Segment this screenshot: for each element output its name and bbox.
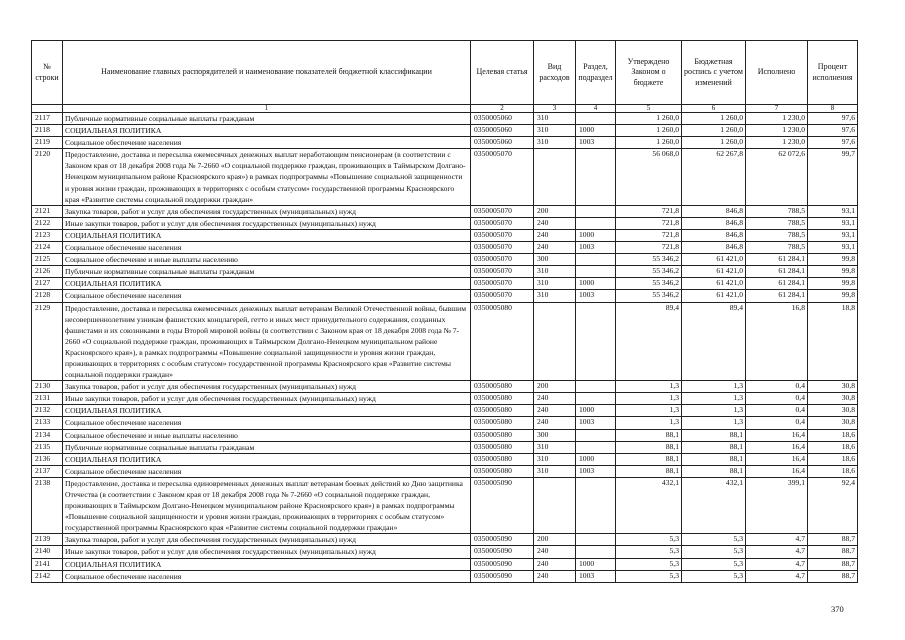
table-row: [32, 381, 858, 393]
budget-list-amount-cell: 61 421,0: [682, 278, 746, 290]
indicator-name-cell: Социальное обеспечение населения: [63, 465, 471, 477]
approved-amount-cell: 721,8: [616, 205, 682, 217]
executed-amount-cell: 1 230,0: [746, 125, 808, 137]
target-article-cell: 0350005090: [471, 477, 534, 533]
execution-percent-cell: 30,8: [808, 393, 858, 405]
row-number-cell: 2123: [32, 229, 63, 241]
indicator-name-cell: Публичные нормативные социальные выплаты гражданам: [63, 266, 471, 278]
expense-type-cell: 240: [534, 217, 576, 229]
executed-amount-cell: 788,5: [746, 217, 808, 229]
indicator-name-cell: Закупка товаров, работ и услуг для обеспечения государственных (муниципальных) нужд: [63, 381, 471, 393]
section-cell: 1003: [576, 417, 616, 429]
execution-percent-cell: 99,8: [808, 290, 858, 302]
row-number-cell: 2132: [32, 405, 63, 417]
section-cell: [576, 393, 616, 405]
execution-percent-cell: 88,7: [808, 570, 858, 582]
table-row: [32, 393, 858, 405]
indicator-name-cell: Закупка товаров, работ и услуг для обеспечения государственных (муниципальных) нужд: [63, 534, 471, 546]
column-number: 4: [576, 105, 616, 113]
approved-amount-cell: 55 346,2: [616, 254, 682, 266]
indicator-name-cell: Публичные нормативные социальные выплаты гражданам: [63, 113, 471, 125]
table-row: [32, 477, 858, 533]
section-cell: 1000: [576, 125, 616, 137]
target-article-cell: 0350005080: [471, 302, 534, 381]
expense-type-cell: 310: [534, 465, 576, 477]
table-row: [32, 570, 858, 582]
row-number-cell: 2127: [32, 278, 63, 290]
budget-list-amount-cell: 5,3: [682, 534, 746, 546]
target-article-cell: 0350005060: [471, 137, 534, 149]
target-article-cell: 0350005070: [471, 217, 534, 229]
section-cell: 1003: [576, 465, 616, 477]
row-number-cell: 2139: [32, 534, 63, 546]
section-cell: 1000: [576, 558, 616, 570]
execution-percent-cell: 93,1: [808, 242, 858, 254]
executed-amount-cell: 788,5: [746, 205, 808, 217]
row-number-cell: 2133: [32, 417, 63, 429]
table-row: [32, 137, 858, 149]
approved-amount-cell: 56 068,0: [616, 149, 682, 205]
target-article-cell: 0350005070: [471, 149, 534, 205]
budget-list-amount-cell: 846,8: [682, 242, 746, 254]
target-article-cell: 0350005090: [471, 546, 534, 558]
approved-amount-cell: 88,1: [616, 465, 682, 477]
table-row: [32, 441, 858, 453]
table-body: [32, 113, 858, 583]
indicator-name-cell: Социальное обеспечение и иные выплаты населению: [63, 254, 471, 266]
section-cell: [576, 441, 616, 453]
executed-amount-cell: 16,4: [746, 429, 808, 441]
indicator-name-cell: СОЦИАЛЬНАЯ ПОЛИТИКА: [63, 229, 471, 241]
target-article-cell: 0350005090: [471, 534, 534, 546]
approved-amount-cell: 721,8: [616, 217, 682, 229]
target-article-cell: 0350005080: [471, 417, 534, 429]
expense-type-cell: 240: [534, 558, 576, 570]
execution-percent-cell: 88,7: [808, 546, 858, 558]
executed-amount-cell: 4,7: [746, 558, 808, 570]
header-executed: Исполнено: [746, 41, 808, 105]
approved-amount-cell: 55 346,2: [616, 278, 682, 290]
executed-amount-cell: 4,7: [746, 534, 808, 546]
budget-list-amount-cell: 62 267,8: [682, 149, 746, 205]
execution-percent-cell: 99,7: [808, 149, 858, 205]
budget-list-amount-cell: 5,3: [682, 558, 746, 570]
indicator-name-cell: Предоставление, доставка и пересылка ежемесячных денежных выплат неработающим пенсионерам (в соответствии с Законом края от 18 декабря 2008 года № 7-2660 «О социальной поддержке граждан, проживающих в Таймырском Долгано-Ненецком муниципальном районе Красноярского края») в рамках подпрограммы «Повышение социальной защищенности и уровня жизни граждан, проживающих в территориях с особым статусом» государственной программы Красноярского края «Развитие системы социальной поддержки граждан»: [63, 149, 471, 205]
target-article-cell: 0350005080: [471, 465, 534, 477]
budget-list-amount-cell: 1,3: [682, 417, 746, 429]
row-number-cell: 2130: [32, 381, 63, 393]
executed-amount-cell: 16,4: [746, 453, 808, 465]
target-article-cell: 0350005070: [471, 229, 534, 241]
budget-list-amount-cell: 89,4: [682, 302, 746, 381]
section-cell: 1003: [576, 290, 616, 302]
execution-percent-cell: 99,8: [808, 254, 858, 266]
row-number-cell: 2137: [32, 465, 63, 477]
executed-amount-cell: 0,4: [746, 393, 808, 405]
row-number-cell: 2119: [32, 137, 63, 149]
indicator-name-cell: СОЦИАЛЬНАЯ ПОЛИТИКА: [63, 405, 471, 417]
executed-amount-cell: 16,8: [746, 302, 808, 381]
table-row: [32, 290, 858, 302]
execution-percent-cell: 18,6: [808, 441, 858, 453]
budget-list-amount-cell: 432,1: [682, 477, 746, 533]
header-target: Целевая статья: [471, 41, 534, 105]
indicator-name-cell: СОЦИАЛЬНАЯ ПОЛИТИКА: [63, 558, 471, 570]
row-number-cell: 2118: [32, 125, 63, 137]
indicator-name-cell: СОЦИАЛЬНАЯ ПОЛИТИКА: [63, 278, 471, 290]
header-section: Раздел, подраздел: [576, 41, 616, 105]
section-cell: [576, 429, 616, 441]
budget-list-amount-cell: 88,1: [682, 429, 746, 441]
target-article-cell: 0350005080: [471, 381, 534, 393]
execution-percent-cell: 92,4: [808, 477, 858, 533]
expense-type-cell: 300: [534, 254, 576, 266]
indicator-name-cell: Социальное обеспечение населения: [63, 417, 471, 429]
row-number-cell: 2136: [32, 453, 63, 465]
execution-percent-cell: 30,8: [808, 381, 858, 393]
indicator-name-cell: Иные закупки товаров, работ и услуг для обеспечения государственных (муниципальных) нужд: [63, 546, 471, 558]
expense-type-cell: 240: [534, 229, 576, 241]
approved-amount-cell: 55 346,2: [616, 266, 682, 278]
section-cell: 1003: [576, 570, 616, 582]
execution-percent-cell: 18,6: [808, 429, 858, 441]
indicator-name-cell: СОЦИАЛЬНАЯ ПОЛИТИКА: [63, 125, 471, 137]
section-cell: [576, 217, 616, 229]
indicator-name-cell: Публичные нормативные социальные выплаты гражданам: [63, 441, 471, 453]
budget-list-amount-cell: 1 260,0: [682, 137, 746, 149]
target-article-cell: 0350005070: [471, 266, 534, 278]
target-article-cell: 0350005060: [471, 125, 534, 137]
expense-type-cell: 200: [534, 205, 576, 217]
approved-amount-cell: 1 260,0: [616, 113, 682, 125]
approved-amount-cell: 1,3: [616, 381, 682, 393]
section-cell: [576, 254, 616, 266]
execution-percent-cell: 18,8: [808, 302, 858, 381]
row-number-cell: 2135: [32, 441, 63, 453]
expense-type-cell: 300: [534, 429, 576, 441]
expense-type-cell: [534, 149, 576, 205]
row-number-cell: 2124: [32, 242, 63, 254]
section-cell: [576, 205, 616, 217]
table-row: [32, 302, 858, 381]
approved-amount-cell: 1 260,0: [616, 125, 682, 137]
expense-type-cell: 310: [534, 453, 576, 465]
expense-type-cell: 310: [534, 266, 576, 278]
table-row: [32, 453, 858, 465]
approved-amount-cell: 432,1: [616, 477, 682, 533]
approved-amount-cell: 721,8: [616, 229, 682, 241]
executed-amount-cell: 16,4: [746, 465, 808, 477]
execution-percent-cell: 93,1: [808, 217, 858, 229]
target-article-cell: 0350005080: [471, 405, 534, 417]
table-row: [32, 417, 858, 429]
budget-list-amount-cell: 1,3: [682, 381, 746, 393]
approved-amount-cell: 88,1: [616, 429, 682, 441]
column-number-row: [32, 105, 858, 113]
table-row: [32, 278, 858, 290]
budget-list-amount-cell: 1 260,0: [682, 125, 746, 137]
execution-percent-cell: 97,6: [808, 113, 858, 125]
executed-amount-cell: 0,4: [746, 405, 808, 417]
execution-percent-cell: 88,7: [808, 534, 858, 546]
expense-type-cell: 240: [534, 417, 576, 429]
column-number: 2: [471, 105, 534, 113]
indicator-name-cell: Социальное обеспечение и иные выплаты населению: [63, 429, 471, 441]
section-cell: [576, 546, 616, 558]
expense-type-cell: 310: [534, 290, 576, 302]
table-row: [32, 254, 858, 266]
execution-percent-cell: 97,6: [808, 137, 858, 149]
target-article-cell: 0350005080: [471, 429, 534, 441]
budget-table: [31, 40, 858, 583]
executed-amount-cell: 399,1: [746, 477, 808, 533]
table-row: [32, 429, 858, 441]
header-expense-type: Вид расходов: [534, 41, 576, 105]
indicator-name-cell: Социальное обеспечение населения: [63, 570, 471, 582]
budget-report-page: [31, 40, 858, 583]
execution-percent-cell: 30,8: [808, 417, 858, 429]
column-number: 1: [63, 105, 471, 113]
target-article-cell: 0350005070: [471, 254, 534, 266]
section-cell: 1003: [576, 242, 616, 254]
budget-list-amount-cell: 61 421,0: [682, 290, 746, 302]
table-row: [32, 558, 858, 570]
target-article-cell: 0350005060: [471, 113, 534, 125]
row-number-cell: 2117: [32, 113, 63, 125]
expense-type-cell: 310: [534, 137, 576, 149]
column-number: 3: [534, 105, 576, 113]
expense-type-cell: 310: [534, 125, 576, 137]
expense-type-cell: 240: [534, 242, 576, 254]
table-row: [32, 149, 858, 205]
approved-amount-cell: 5,3: [616, 570, 682, 582]
header-budget-list: Бюджетная роспись с учетом изменений: [682, 41, 746, 105]
executed-amount-cell: 4,7: [746, 546, 808, 558]
table-row: [32, 534, 858, 546]
budget-list-amount-cell: 88,1: [682, 441, 746, 453]
table-header-row: [32, 41, 858, 105]
header-name: Наименование главных распорядителей и наименование показателей бюджетной классификации: [63, 41, 471, 105]
section-cell: [576, 477, 616, 533]
table-row: [32, 465, 858, 477]
indicator-name-cell: Иные закупки товаров, работ и услуг для обеспечения государственных (муниципальных) нужд: [63, 393, 471, 405]
expense-type-cell: 240: [534, 570, 576, 582]
target-article-cell: 0350005070: [471, 205, 534, 217]
budget-list-amount-cell: 1,3: [682, 405, 746, 417]
section-cell: [576, 534, 616, 546]
section-cell: [576, 302, 616, 381]
target-article-cell: 0350005070: [471, 290, 534, 302]
table-row: [32, 113, 858, 125]
section-cell: [576, 113, 616, 125]
row-number-cell: 2128: [32, 290, 63, 302]
expense-type-cell: 240: [534, 393, 576, 405]
header-approved: Утверждено Законом о бюджете: [616, 41, 682, 105]
execution-percent-cell: 99,8: [808, 266, 858, 278]
budget-list-amount-cell: 1 260,0: [682, 113, 746, 125]
indicator-name-cell: Предоставление, доставка и пересылка ежемесячных денежных выплат ветеранам Великой Отечественной войны, бывшим несовершеннолетним узникам фашистских концлагерей, гетто и иных мест принудительного содержания, созданных фашистами и их союзниками в годы Второй мировой войны (в соответствии с Законом края от 18 декабря 2008 года № 7-2660 «О социальной поддержке граждан, проживающих в Таймырском Долгано-Ненецком муниципальном районе Красноярского края»), в рамках подпрограммы «Повышение социальной защищенности и уровня жизни граждан, проживающих в территориях с особым статусом» государственной программы Красноярского края «Развитие системы социальной поддержки граждан»: [63, 302, 471, 381]
executed-amount-cell: 61 284,1: [746, 278, 808, 290]
approved-amount-cell: 5,3: [616, 546, 682, 558]
approved-amount-cell: 1,3: [616, 393, 682, 405]
row-number-cell: 2120: [32, 149, 63, 205]
executed-amount-cell: 62 072,6: [746, 149, 808, 205]
executed-amount-cell: 61 284,1: [746, 266, 808, 278]
approved-amount-cell: 5,3: [616, 534, 682, 546]
execution-percent-cell: 18,6: [808, 453, 858, 465]
executed-amount-cell: 4,7: [746, 570, 808, 582]
execution-percent-cell: 88,7: [808, 558, 858, 570]
target-article-cell: 0350005090: [471, 558, 534, 570]
budget-list-amount-cell: 1,3: [682, 393, 746, 405]
row-number-cell: 2131: [32, 393, 63, 405]
target-article-cell: 0350005080: [471, 453, 534, 465]
row-number-cell: 2122: [32, 217, 63, 229]
execution-percent-cell: 18,6: [808, 465, 858, 477]
row-number-cell: 2142: [32, 570, 63, 582]
section-cell: 1003: [576, 137, 616, 149]
execution-percent-cell: 99,8: [808, 278, 858, 290]
header-percent: Процент исполнения: [808, 41, 858, 105]
expense-type-cell: 310: [534, 441, 576, 453]
approved-amount-cell: 88,1: [616, 453, 682, 465]
budget-list-amount-cell: 846,8: [682, 229, 746, 241]
target-article-cell: 0350005070: [471, 278, 534, 290]
executed-amount-cell: 788,5: [746, 229, 808, 241]
executed-amount-cell: 61 284,1: [746, 290, 808, 302]
execution-percent-cell: 97,6: [808, 125, 858, 137]
row-number-cell: 2126: [32, 266, 63, 278]
execution-percent-cell: 30,8: [808, 405, 858, 417]
expense-type-cell: 200: [534, 381, 576, 393]
row-number-cell: 2129: [32, 302, 63, 381]
indicator-name-cell: Предоставление, доставка и пересылка единовременных денежных выплат ветеранам боевых действий ко Дню защитника Отечества (в соответствии с Законом края от 18 декабря 2008 года № 7-2660 «О социальной поддержке граждан, проживающих в Таймырском Долгано-Ненецком муниципальном районе Красноярского края») в рамках подпрограммы «Повышение социальной защищенности и уровня жизни граждан, проживающих в территориях с особым статусом» государственной программы Красноярского края «Развитие системы социальной поддержки граждан»: [63, 477, 471, 533]
approved-amount-cell: 88,1: [616, 441, 682, 453]
section-cell: [576, 266, 616, 278]
target-article-cell: 0350005070: [471, 242, 534, 254]
expense-type-cell: [534, 302, 576, 381]
expense-type-cell: 310: [534, 278, 576, 290]
expense-type-cell: 240: [534, 546, 576, 558]
budget-list-amount-cell: 5,3: [682, 546, 746, 558]
indicator-name-cell: Иные закупки товаров, работ и услуг для обеспечения государственных (муниципальных) нужд: [63, 217, 471, 229]
approved-amount-cell: 89,4: [616, 302, 682, 381]
expense-type-cell: [534, 477, 576, 533]
indicator-name-cell: Закупка товаров, работ и услуг для обеспечения государственных (муниципальных) нужд: [63, 205, 471, 217]
section-cell: 1000: [576, 278, 616, 290]
indicator-name-cell: СОЦИАЛЬНАЯ ПОЛИТИКА: [63, 453, 471, 465]
indicator-name-cell: Социальное обеспечение населения: [63, 137, 471, 149]
target-article-cell: 0350005090: [471, 570, 534, 582]
table-row: [32, 546, 858, 558]
budget-list-amount-cell: 88,1: [682, 465, 746, 477]
approved-amount-cell: 55 346,2: [616, 290, 682, 302]
page-number: 370: [831, 604, 844, 614]
column-number: 7: [746, 105, 808, 113]
approved-amount-cell: 1,3: [616, 417, 682, 429]
execution-percent-cell: 93,1: [808, 229, 858, 241]
table-row: [32, 217, 858, 229]
budget-list-amount-cell: 61 421,0: [682, 266, 746, 278]
target-article-cell: 0350005080: [471, 441, 534, 453]
target-article-cell: 0350005080: [471, 393, 534, 405]
table-row: [32, 242, 858, 254]
approved-amount-cell: 5,3: [616, 558, 682, 570]
section-cell: 1000: [576, 453, 616, 465]
column-number: 8: [808, 105, 858, 113]
executed-amount-cell: 0,4: [746, 417, 808, 429]
execution-percent-cell: 93,1: [808, 205, 858, 217]
row-number-cell: 2134: [32, 429, 63, 441]
indicator-name-cell: Социальное обеспечение населения: [63, 242, 471, 254]
budget-list-amount-cell: 846,8: [682, 217, 746, 229]
section-cell: [576, 149, 616, 205]
table-row: [32, 229, 858, 241]
expense-type-cell: 310: [534, 113, 576, 125]
expense-type-cell: 200: [534, 534, 576, 546]
row-number-cell: 2125: [32, 254, 63, 266]
executed-amount-cell: 1 230,0: [746, 113, 808, 125]
approved-amount-cell: 1 260,0: [616, 137, 682, 149]
column-number: 5: [616, 105, 682, 113]
approved-amount-cell: 1,3: [616, 405, 682, 417]
expense-type-cell: 240: [534, 405, 576, 417]
approved-amount-cell: 721,8: [616, 242, 682, 254]
row-number-cell: 2140: [32, 546, 63, 558]
executed-amount-cell: 0,4: [746, 381, 808, 393]
row-number-cell: 2141: [32, 558, 63, 570]
column-number: 6: [682, 105, 746, 113]
budget-list-amount-cell: 61 421,0: [682, 254, 746, 266]
executed-amount-cell: 788,5: [746, 242, 808, 254]
budget-list-amount-cell: 846,8: [682, 205, 746, 217]
budget-list-amount-cell: 5,3: [682, 570, 746, 582]
column-number: [32, 105, 63, 113]
executed-amount-cell: 1 230,0: [746, 137, 808, 149]
table-row: [32, 405, 858, 417]
row-number-cell: 2138: [32, 477, 63, 533]
table-row: [32, 266, 858, 278]
executed-amount-cell: 61 284,1: [746, 254, 808, 266]
section-cell: [576, 381, 616, 393]
indicator-name-cell: Социальное обеспечение населения: [63, 290, 471, 302]
executed-amount-cell: 16,4: [746, 441, 808, 453]
row-number-cell: 2121: [32, 205, 63, 217]
section-cell: 1000: [576, 405, 616, 417]
section-cell: 1000: [576, 229, 616, 241]
table-row: [32, 125, 858, 137]
header-row-no: № строки: [32, 41, 63, 105]
budget-list-amount-cell: 88,1: [682, 453, 746, 465]
table-row: [32, 205, 858, 217]
